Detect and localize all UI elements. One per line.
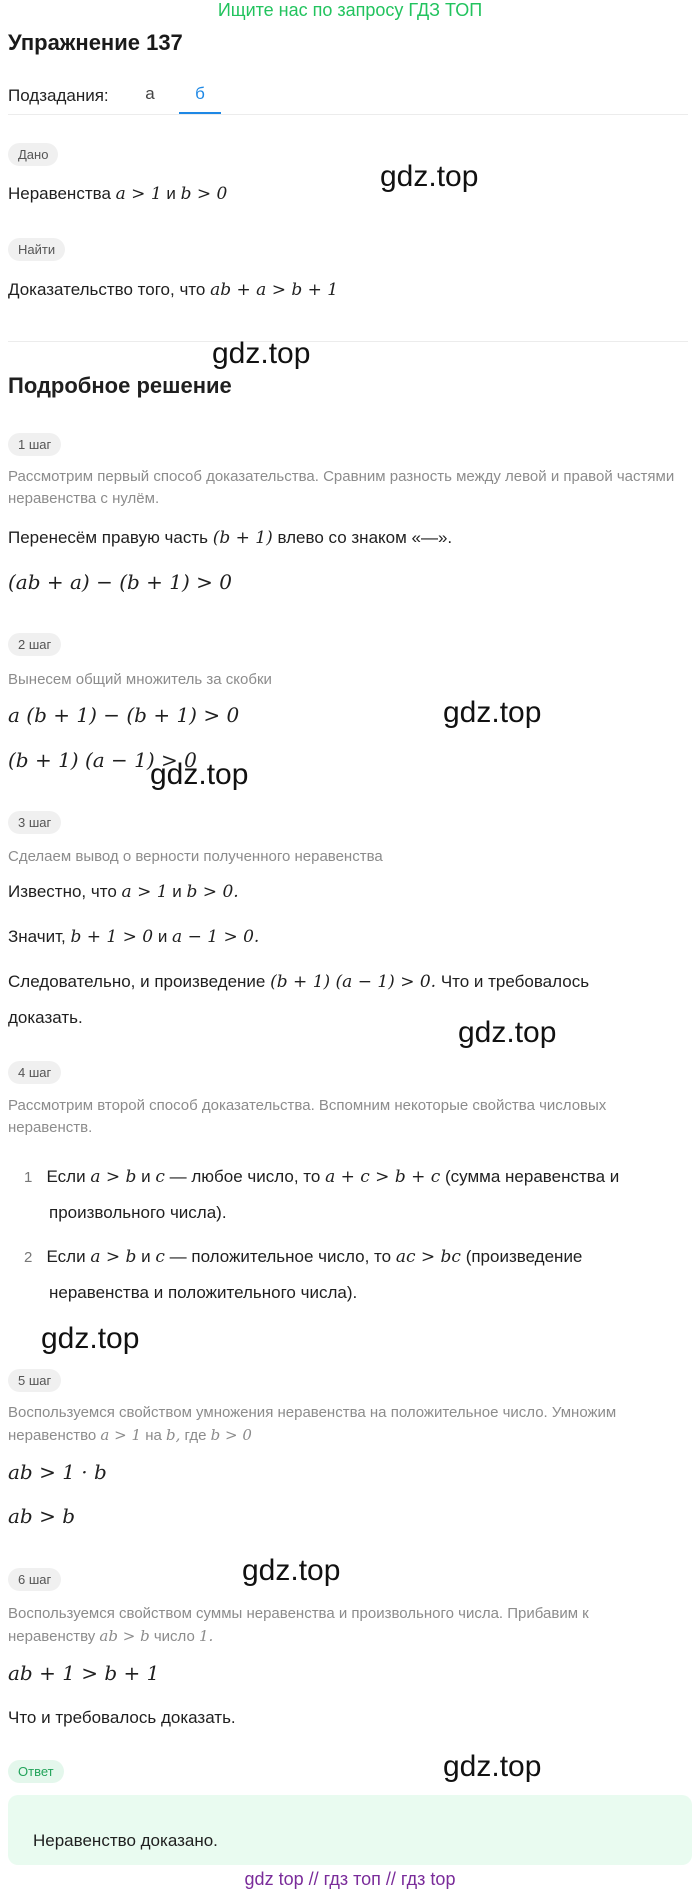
step-2-pill: 2 шаг: [8, 633, 61, 656]
page-title: Упражнение 137: [8, 30, 183, 55]
answer-text: Неравенство доказано.: [33, 1831, 218, 1850]
footer-links[interactable]: gdz top // гдз топ // гдз top: [244, 1869, 456, 1889]
step-6-hint-1: Воспользуемся свойством суммы неравенства и произвольного числа. Прибавим к: [8, 1605, 589, 1622]
property-item-1-cont: произвольного числа).: [49, 1203, 227, 1222]
step-3-line-2: Значит, b + 1 > 0 и a − 1 > 0.: [8, 927, 260, 947]
step-6-pill: 6 шаг: [8, 1568, 61, 1591]
tabs-divider: [8, 114, 688, 115]
step-1-pill: 1 шаг: [8, 433, 61, 456]
step-1-hint: Рассмотрим первый способ доказательства. Сравним разность между левой и правой частями неравенства с нулём.: [8, 468, 675, 507]
step-2-formula-2: (b + 1) (a − 1) > 0: [8, 748, 197, 772]
step-4-hint: Рассмотрим второй способ доказательства. Вспомним некоторые свойства числовых неравенств.: [8, 1097, 607, 1136]
step-3-pill: 3 шаг: [8, 811, 61, 834]
watermark: gdz.top: [150, 758, 249, 791]
find-pill: Найти: [8, 238, 65, 261]
answer-box: [8, 1795, 692, 1865]
step-3-line-1: Известно, что a > 1 и b > 0.: [8, 882, 239, 902]
watermark: gdz.top: [443, 696, 542, 729]
watermark: gdz.top: [443, 1750, 542, 1783]
step-1-formula: (ab + a) − (b + 1) > 0: [8, 570, 233, 594]
property-item-1: 1 Если a > b и c — любое число, то a + c > b + c (сумма неравенства и: [24, 1167, 620, 1187]
step-3-line-3: Следовательно, и произведение (b + 1) (a − 1) > 0. Что и требовалось: [8, 972, 590, 992]
section-divider: [8, 341, 688, 342]
watermark: gdz.top: [458, 1016, 557, 1049]
given-line: Неравенства a > 1 и b > 0: [8, 184, 228, 204]
answer-pill: Ответ: [8, 1760, 64, 1783]
step-5-hint-1: Воспользуемся свойством умножения неравенства на положительное число. Умножим: [8, 1404, 617, 1421]
watermark: gdz.top: [242, 1554, 341, 1587]
watermark: gdz.top: [212, 337, 311, 370]
given-pill: Дано: [8, 143, 58, 166]
solution-title: Подробное решение: [8, 373, 232, 398]
watermark: gdz.top: [41, 1322, 140, 1355]
step-5-pill: 5 шаг: [8, 1369, 61, 1392]
top-banner[interactable]: Ищите нас по запросу ГДЗ ТОП: [217, 0, 483, 20]
step-3-line-4: доказать.: [8, 1008, 83, 1027]
step-3-hint: Сделаем вывод о верности полученного неравенства: [8, 848, 383, 865]
tab-a[interactable]: а: [145, 84, 155, 103]
property-item-2-cont: неравенства и положительного числа).: [49, 1283, 358, 1302]
step-1-line: Перенесём правую часть (b + 1) влево со знаком «—».: [8, 528, 453, 548]
tab-b[interactable]: б: [179, 84, 221, 114]
step-5-formula-2: ab > b: [8, 1504, 76, 1528]
step-6-formula: ab + 1 > b + 1: [8, 1661, 160, 1685]
property-item-2: 2 Если a > b и c — положительное число, то ac > bc (произведение: [24, 1247, 583, 1267]
step-2-formula-1: a (b + 1) − (b + 1) > 0: [8, 703, 240, 727]
step-6-conclusion: Что и требовалось доказать.: [8, 1708, 236, 1727]
step-5-formula-1: ab > 1 · b: [8, 1460, 107, 1484]
step-2-hint: Вынесем общий множитель за скобки: [8, 671, 272, 688]
find-line: Доказательство того, что ab + a > b + 1: [8, 280, 339, 300]
watermark: gdz.top: [380, 160, 479, 193]
step-6-hint-2: неравенству ab > b число 1.: [8, 1627, 214, 1645]
step-4-pill: 4 шаг: [8, 1061, 61, 1084]
subtasks-label: Подзадания:: [8, 86, 109, 105]
step-5-hint-2: неравенство a > 1 на b, где b > 0: [8, 1426, 252, 1444]
